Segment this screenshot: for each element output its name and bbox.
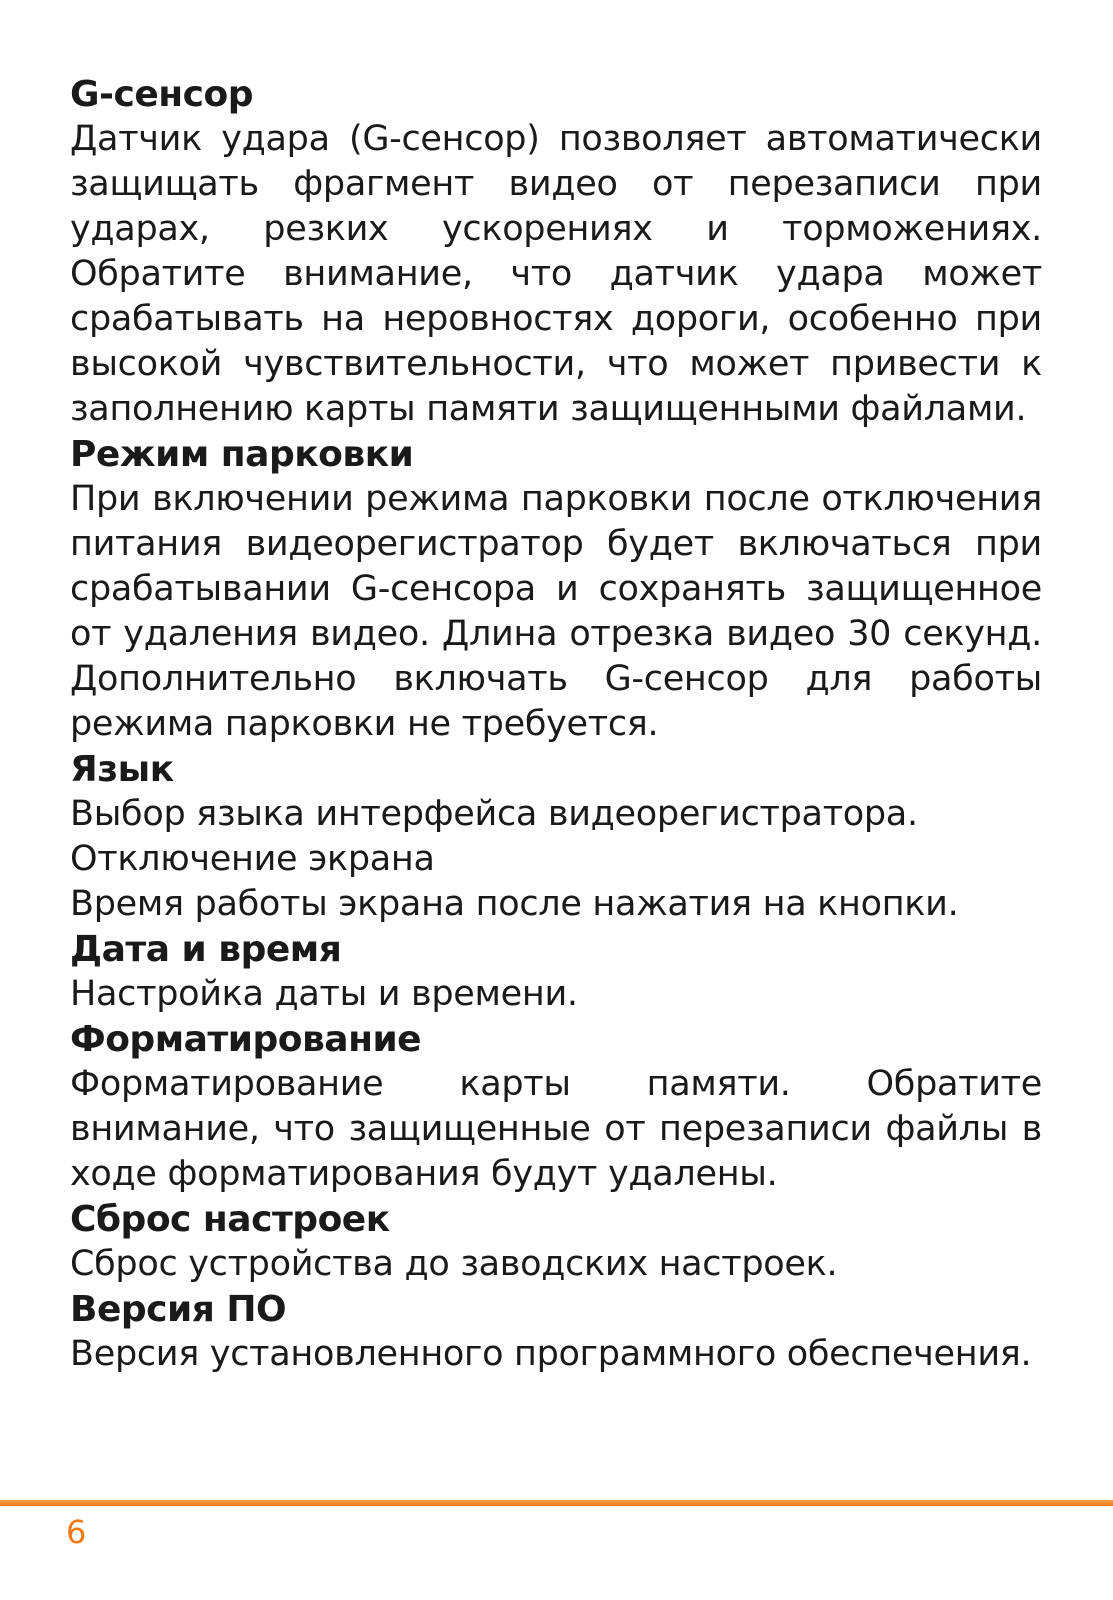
section-heading: Форматирование bbox=[70, 1019, 422, 1060]
section-heading: Версия ПО bbox=[70, 1289, 287, 1330]
section-heading: G-сенсор bbox=[70, 74, 253, 115]
section-paragraph: Отключение экрана bbox=[70, 839, 435, 879]
section-parking-mode bbox=[70, 432, 1042, 747]
section-paragraph: Сброс устройства до заводских настроек. bbox=[70, 1244, 838, 1284]
section-reset bbox=[70, 1197, 1042, 1287]
section-paragraph: Выбор языка интерфейса видеорегистратора. bbox=[70, 794, 918, 834]
section-paragraph: Версия установленного программного обеспечения. bbox=[70, 1334, 1032, 1374]
page-content bbox=[70, 72, 1042, 1377]
section-paragraph: Форматирование карты памяти. Обратите внимание, что защищенные от перезаписи файлы в ходе форматирования будут удалены. bbox=[70, 1064, 1042, 1194]
section-paragraph: При включении режима парковки после отключения питания видеорегистратор будет включаться при срабатывании G-сенсора и сохранять защищенное от удаления видео. Длина отрезка видео 30 секунд. Дополнительно включать G-сенсор для работы режима парковки не требуется. bbox=[70, 479, 1042, 744]
section-date-time bbox=[70, 927, 1042, 1017]
section-formatting bbox=[70, 1017, 1042, 1197]
section-language bbox=[70, 747, 1042, 927]
section-heading: Дата и время bbox=[70, 929, 342, 970]
section-g-sensor bbox=[70, 72, 1042, 432]
section-heading: Сброс настроек bbox=[70, 1199, 390, 1240]
section-heading: Язык bbox=[70, 749, 174, 790]
section-heading: Режим парковки bbox=[70, 434, 414, 475]
section-paragraph: Датчик удара (G-сенсор) позволяет автоматически защищать фрагмент видео от перезаписи при ударах, резких ускорениях и торможениях. Обратите внимание, что датчик удара может срабатывать на неровностях дороги, особенно при высокой чувствительности, что может привести к заполнению карты памяти защищенными файлами. bbox=[70, 119, 1042, 429]
section-paragraph: Время работы экрана после нажатия на кнопки. bbox=[70, 884, 959, 924]
section-firmware-version bbox=[70, 1287, 1042, 1377]
section-paragraph: Настройка даты и времени. bbox=[70, 974, 578, 1014]
page-number: 6 bbox=[66, 1513, 87, 1551]
footer-divider bbox=[0, 1500, 1113, 1506]
